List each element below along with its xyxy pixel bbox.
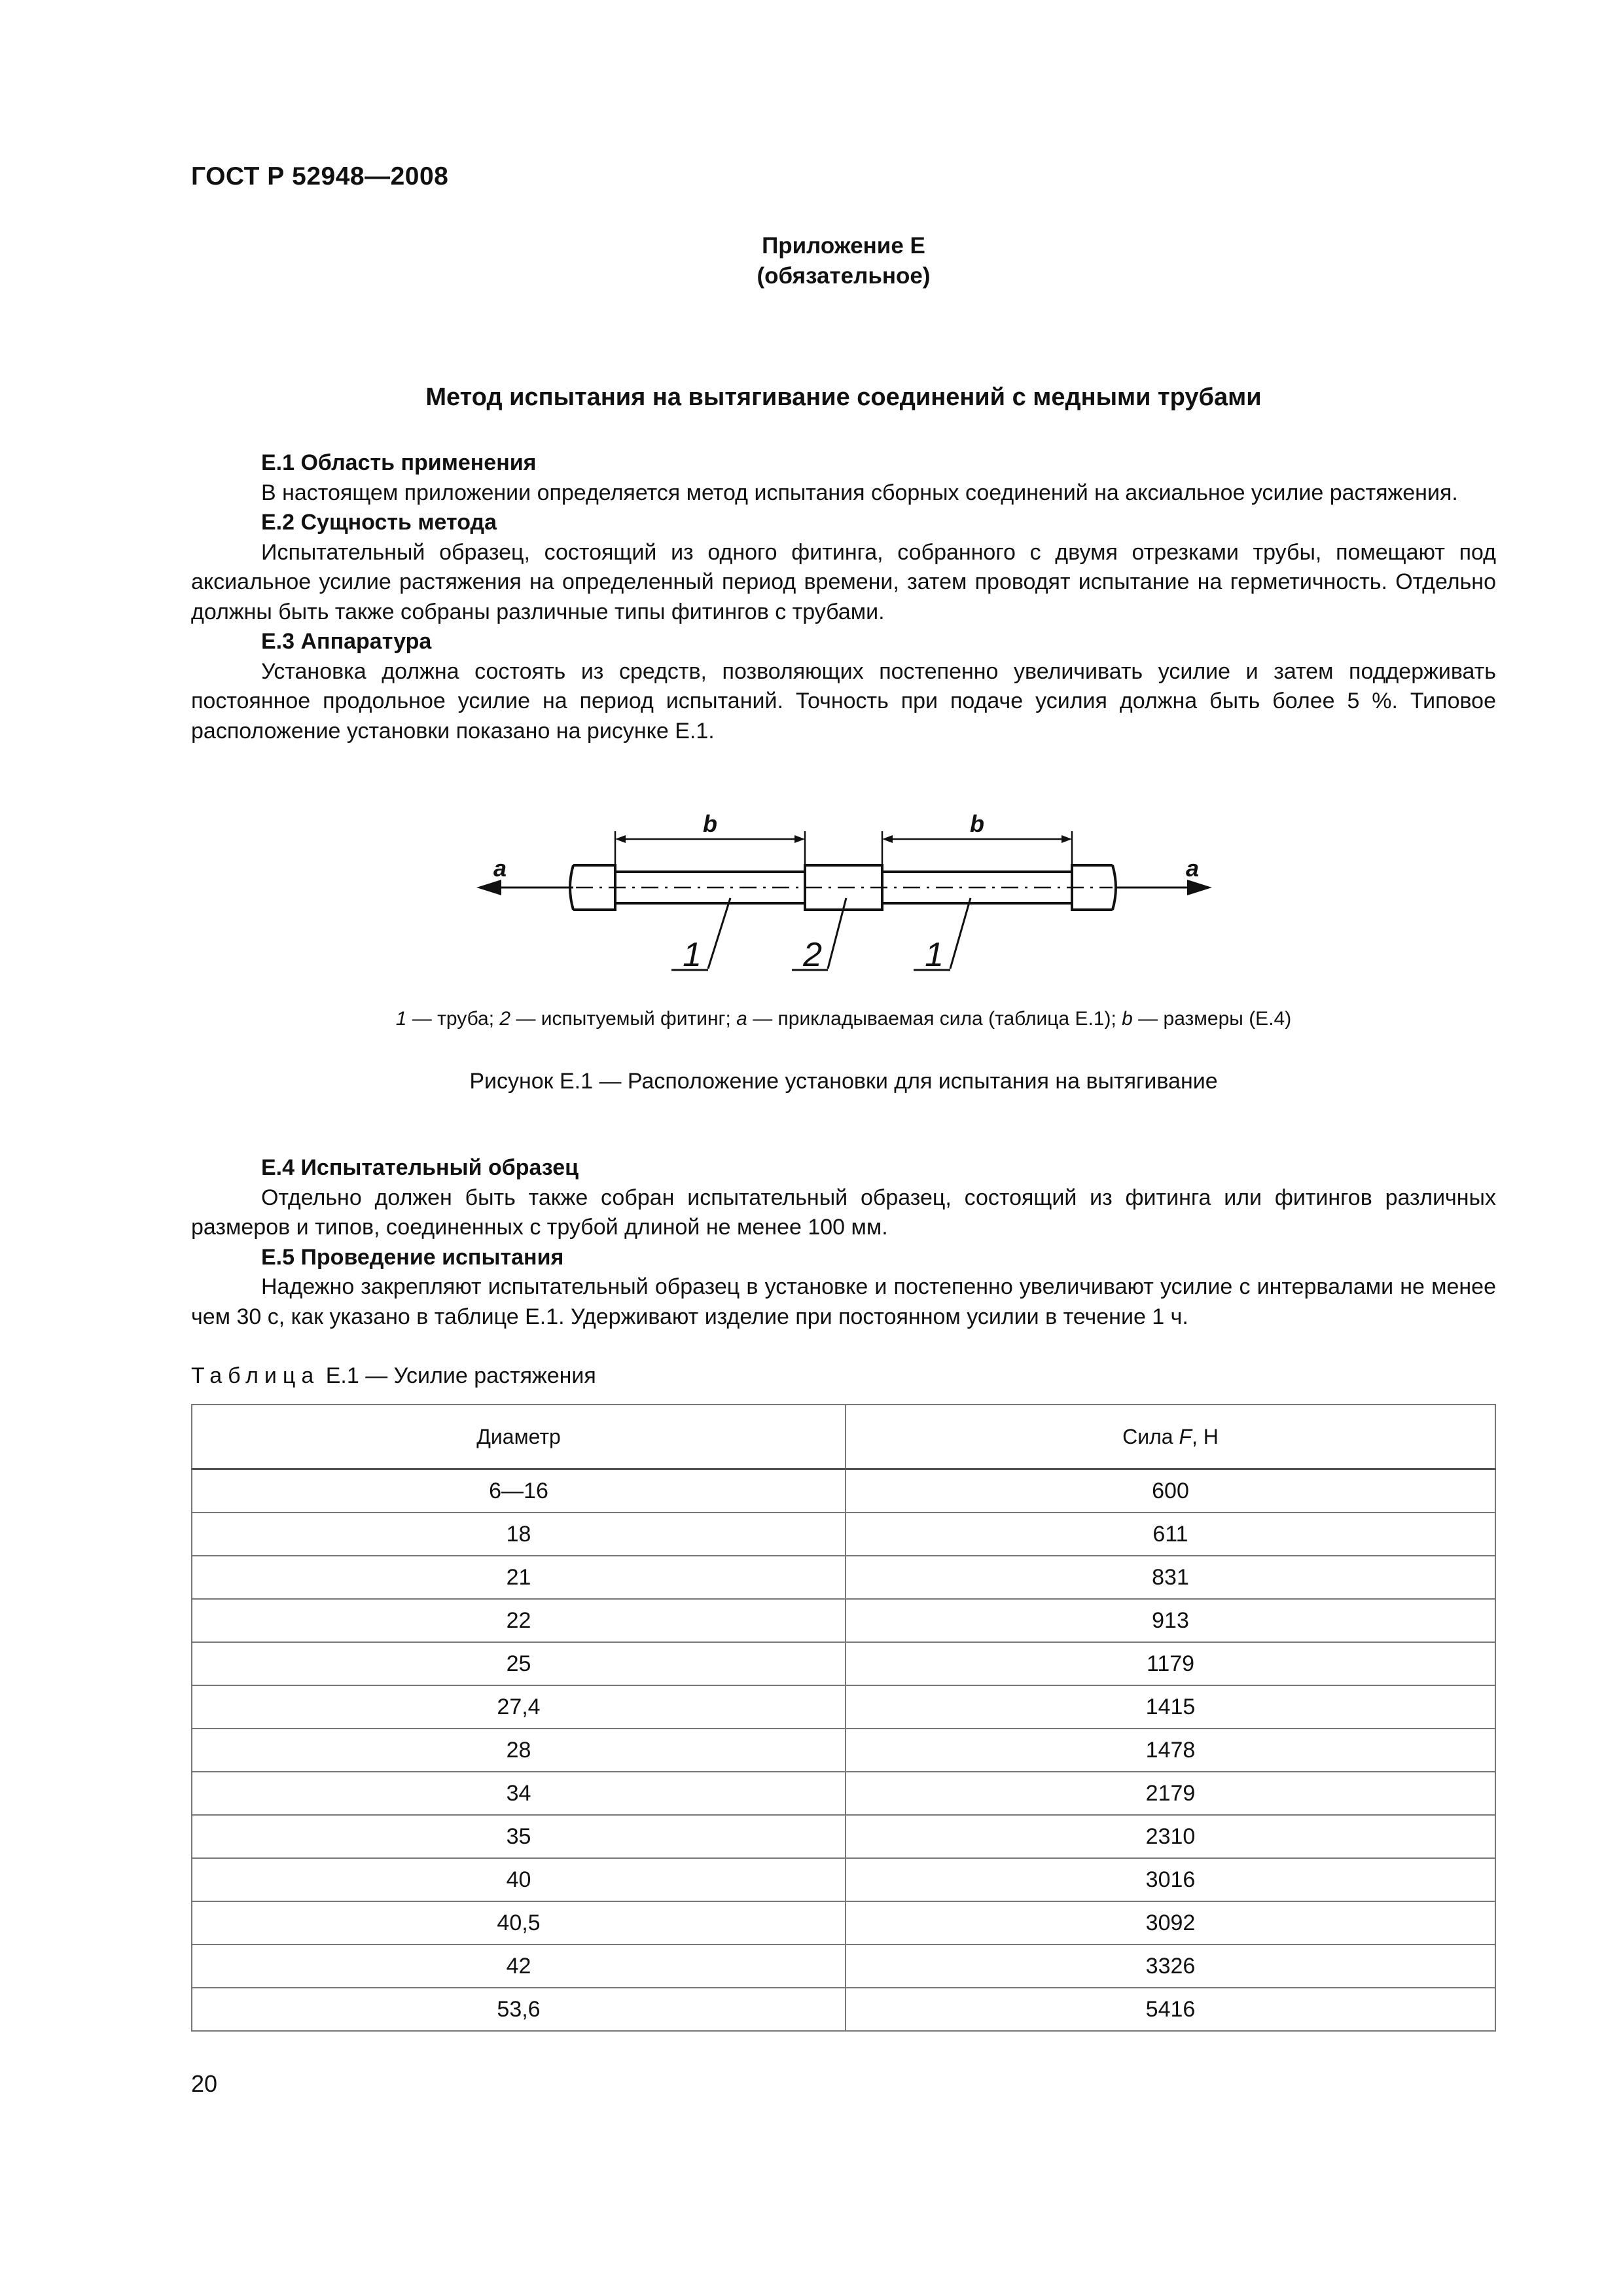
cell-diameter: 53,6 xyxy=(192,1988,846,2031)
section-e1-text: В настоящем приложении определяется метод испытания сборных соединений на аксиальное усилие растяжения. xyxy=(261,480,1458,505)
legend-text-2: — испытуемый фитинг; xyxy=(510,1008,737,1030)
document-header: ГОСТ Р 52948—2008 xyxy=(191,162,449,190)
cell-force: 611 xyxy=(846,1513,1495,1556)
section-e4-text: Отдельно должен быть также собран испытательный образец, состоящий из фитинга или фитингов различных размеров и типов, соединенных с трубой длиной не менее 100 мм. xyxy=(191,1185,1496,1240)
cell-force: 2179 xyxy=(846,1772,1495,1815)
cell-diameter: 42 xyxy=(192,1945,846,1988)
cell-diameter: 25 xyxy=(192,1642,846,1685)
cell-force: 1415 xyxy=(846,1685,1495,1729)
leader-line-1-left xyxy=(708,898,730,969)
cell-diameter: 34 xyxy=(192,1772,846,1815)
cell-force: 3016 xyxy=(846,1858,1495,1901)
table-row xyxy=(192,1469,1495,1513)
table-header-row xyxy=(192,1405,1495,1469)
table-caption xyxy=(191,1363,596,1389)
dim-arrow xyxy=(615,835,626,843)
dim-arrow xyxy=(794,835,805,843)
cell-diameter: 40 xyxy=(192,1858,846,1901)
leader-line-1-right xyxy=(950,898,971,969)
legend-text-a: — прикладываемая сила (таблица Е.1); xyxy=(747,1008,1122,1030)
cell-diameter: 6—16 xyxy=(192,1469,846,1513)
appendix-title: Метод испытания на вытягивание соединений с медными трубами xyxy=(425,384,1262,411)
section-e5-text: Надежно закрепляют испытательный образец в установке и постепенно увеличивают усилие с интервалами не менее чем 30 с, как указано в таблице Е.1. Удерживают изделие при постоянном усилии в течение 1 ч. xyxy=(191,1274,1496,1329)
appendix-label: Приложение Е xyxy=(762,233,925,259)
cell-force: 1179 xyxy=(846,1642,1495,1685)
cell-diameter: 27,4 xyxy=(192,1685,846,1729)
table-body xyxy=(192,1469,1495,2032)
legend-key-a: a xyxy=(736,1008,747,1030)
sections-e4-e5 xyxy=(191,1153,1496,1332)
section-e2-heading: Е.2 Сущность метода xyxy=(261,510,497,535)
table-caption-label: Таблица xyxy=(191,1363,320,1388)
table-row xyxy=(192,1729,1495,1772)
label-1-right: 1 xyxy=(925,936,944,974)
table-caption-text: Е.1 — Усилие растяжения xyxy=(319,1363,596,1388)
label-a-left: a xyxy=(493,855,507,882)
cell-diameter: 28 xyxy=(192,1729,846,1772)
section-e5-heading: Е.5 Проведение испытания xyxy=(261,1244,564,1270)
label-b-left: b xyxy=(703,810,717,837)
cell-force: 1478 xyxy=(846,1729,1495,1772)
legend-text-b: — размеры (Е.4) xyxy=(1132,1008,1292,1030)
cell-force: 831 xyxy=(846,1556,1495,1599)
cell-force: 3092 xyxy=(846,1901,1495,1945)
cell-force: 600 xyxy=(846,1469,1495,1513)
section-e3-heading: Е.3 Аппаратура xyxy=(261,629,432,654)
cell-diameter: 18 xyxy=(192,1513,846,1556)
label-a-right: a xyxy=(1185,855,1200,882)
legend-key-b: b xyxy=(1122,1008,1133,1030)
column-header-diameter: Диаметр xyxy=(192,1405,846,1469)
cell-diameter: 22 xyxy=(192,1599,846,1642)
table-row xyxy=(192,1901,1495,1945)
legend-key-2: 2 xyxy=(499,1008,511,1030)
page-number: 20 xyxy=(191,2070,218,2097)
force-arrow-left xyxy=(476,880,501,895)
table-row xyxy=(192,1988,1495,2031)
table-row xyxy=(192,1945,1495,1988)
table-row xyxy=(192,1772,1495,1815)
section-e1-heading: Е.1 Область применения xyxy=(261,450,537,475)
cell-force: 913 xyxy=(846,1599,1495,1642)
cell-force: 2310 xyxy=(846,1815,1495,1858)
legend-text-1: — труба; xyxy=(406,1008,500,1030)
label-1-left: 1 xyxy=(683,936,702,974)
tensile-force-table xyxy=(191,1404,1496,2032)
cell-force: 5416 xyxy=(846,1988,1495,2031)
figure-legend xyxy=(191,1008,1496,1030)
dim-arrow xyxy=(1061,835,1072,843)
table-row xyxy=(192,1556,1495,1599)
section-e4-heading: Е.4 Испытательный образец xyxy=(261,1155,579,1180)
figure-e1-diagram xyxy=(458,805,1230,988)
cell-diameter: 35 xyxy=(192,1815,846,1858)
appendix-heading xyxy=(191,231,1496,291)
cell-diameter: 40,5 xyxy=(192,1901,846,1945)
table-row xyxy=(192,1513,1495,1556)
label-2: 2 xyxy=(803,936,822,974)
table-row xyxy=(192,1599,1495,1642)
table-row xyxy=(192,1815,1495,1858)
figure-caption: Рисунок Е.1 — Расположение установки для испытания на вытягивание xyxy=(469,1069,1218,1094)
table-row xyxy=(192,1858,1495,1901)
appendix-status: (обязательное) xyxy=(757,263,931,289)
cell-diameter: 21 xyxy=(192,1556,846,1599)
section-e3-text: Установка должна состоять из средств, позволяющих постепенно увеличивать усилие и затем поддерживать постоянное продольное усилие на период испытаний. Точность при подаче усилия должна быть более 5 %. Типовое расположение установки показано на рисунке Е.1. xyxy=(191,658,1496,744)
dim-arrow xyxy=(882,835,893,843)
sections-e1-e3 xyxy=(191,448,1496,746)
section-e2-text: Испытательный образец, состоящий из одного фитинга, собранного с двумя отрезками трубы, помещают под аксиальное усилие растяжения на определенный период времени, затем проводят испытание на герметичность. Отдельно должны быть также собраны различные типы фитингов с трубами. xyxy=(191,539,1496,624)
label-b-right: b xyxy=(970,810,984,837)
cell-force: 3326 xyxy=(846,1945,1495,1988)
legend-key-1: 1 xyxy=(395,1008,407,1030)
column-header-force: Сила F, Н xyxy=(846,1405,1495,1469)
table-row xyxy=(192,1685,1495,1729)
force-arrow-right xyxy=(1187,880,1212,895)
table-row xyxy=(192,1642,1495,1685)
